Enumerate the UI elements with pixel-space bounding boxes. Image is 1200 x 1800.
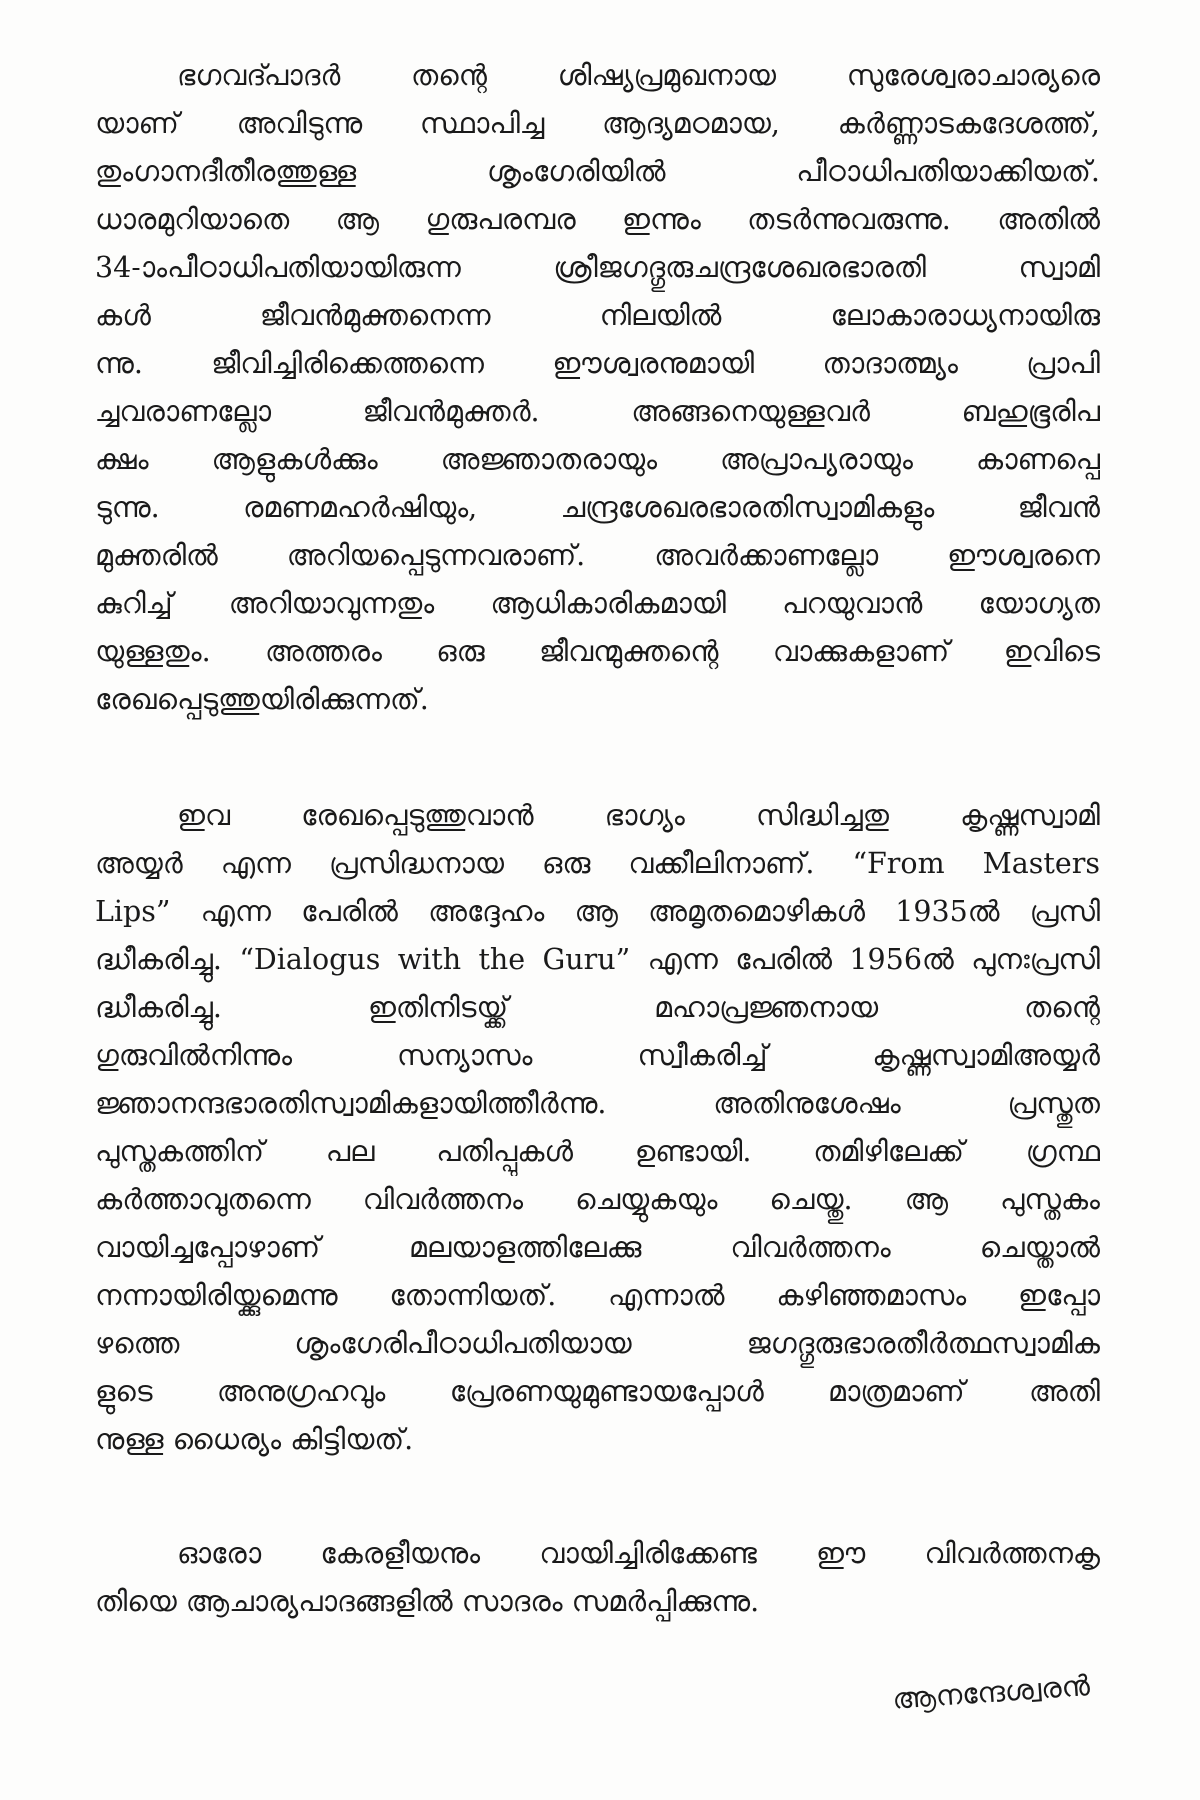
text-line: യാണ് അവിടുന്നു സ്ഥാപിച്ച ആദ്യമഠമായ, കർണ്ണാടകദേശത്ത്, bbox=[95, 107, 1100, 140]
text-line: പുസ്തകത്തിന് പല പതിപ്പുകൾ ഉണ്ടായി. തമിഴിലേക്ക് ഗ്രന്ഥ bbox=[95, 1135, 1100, 1168]
text-line: ജ്ഞാനന്ദഭാരതിസ്വാമികളായിത്തീർന്നു. അതിനുശേഷം പ്രസ്തുത bbox=[95, 1087, 1100, 1120]
text-line: ച്ചവരാണല്ലോ ജീവൻമുക്തർ. അങ്ങനെയുള്ളവർ ബഹുഭൂരിപ bbox=[95, 395, 1100, 428]
text-line: ടുന്നു. രമണമഹർഷിയും, ചന്ദ്രശേഖരഭാരതിസ്വാമികളും ജീവൻ bbox=[95, 491, 1100, 524]
text-line: ഗുരുവിൽനിന്നും സന്യാസം സ്വീകരിച്ച് കൃഷ്ണസ്വാമിഅയ്യർ bbox=[95, 1039, 1100, 1072]
text-line: യുള്ളതും. അത്തരം ഒരു ജീവന്മുക്തന്റെ വാക്കുകളാണ് ഇവിടെ bbox=[95, 635, 1100, 668]
text-line: ഇവ രേഖപ്പെടുത്തുവാൻ ഭാഗ്യം സിദ്ധിച്ചതു കൃഷ്ണസ്വാമി bbox=[177, 799, 1100, 832]
text-line: ദ്ധീകരിച്ചു. ഇതിനിടയ്ക്ക് മഹാപ്രജ്ഞനായ തന്റെ bbox=[95, 991, 1100, 1024]
author-signature: ആനന്ദേശ്വരൻ bbox=[891, 1669, 1092, 1716]
text-line: അയ്യർ എന്ന പ്രസിദ്ധനായ ഒരു വക്കീലിനാണ്. “From Masters bbox=[95, 847, 1100, 880]
text-line: കുറിച്ച് അറിയാവുന്നതും ആധികാരികമായി പറയുവാൻ യോഗ്യത bbox=[95, 587, 1100, 620]
text-line: നന്നായിരിയ്ക്കുമെന്നു തോന്നിയത്. എന്നാൽ കഴിഞ്ഞമാസം ഇപ്പോ bbox=[95, 1279, 1100, 1312]
text-line: നുള്ള ധൈര്യം കിട്ടിയത്. bbox=[95, 1423, 414, 1456]
text-line: രേഖപ്പെടുത്തുയിരിക്കുന്നത്. bbox=[95, 683, 429, 716]
text-line: ഴത്തെ ശൃംഗേരിപീഠാധിപതിയായ ജഗദ്ഗുരുഭാരതീർത്ഥസ്വാമിക bbox=[95, 1327, 1100, 1360]
text-line: വായിച്ചപ്പോഴാണ് മലയാളത്തിലേക്കു വിവർത്തനം ചെയ്താൽ bbox=[95, 1231, 1100, 1264]
text-line: തിയെ ആചാര്യപാദങ്ങളിൽ സാദരം സമർപ്പിക്കുന്നു. bbox=[95, 1585, 760, 1618]
paragraph-1 bbox=[95, 52, 1100, 724]
text-line: ന്നു. ജീവിച്ചിരിക്കെത്തന്നെ ഈശ്വരനുമായി താദാത്മ്യം പ്രാപി bbox=[95, 347, 1100, 380]
text-line: കൾ ജീവൻമുക്തനെന്ന നിലയിൽ ലോകാരാധ്യനായിരു bbox=[95, 299, 1100, 332]
paragraph-2 bbox=[95, 792, 1100, 1464]
text-line: Lips” എന്ന പേരിൽ അദ്ദേഹം ആ അമൃതമൊഴികൾ 1935ൽ പ്രസി bbox=[95, 895, 1100, 928]
text-line: ക്ഷം ആളുകൾക്കും അജ്ഞാതരായും അപ്രാപ്യരായും കാണപ്പെ bbox=[95, 443, 1100, 476]
text-line: ദ്ധീകരിച്ചു. “Dialogus with the Guru” എന്ന പേരിൽ 1956ൽ പുനഃപ്രസി bbox=[95, 943, 1100, 976]
paragraph-3 bbox=[95, 1530, 1100, 1626]
text-line: ളുടെ അനുഗ്രഹവും പ്രേരണയുമുണ്ടായപ്പോൾ മാത്രമാണ് അതി bbox=[95, 1375, 1100, 1408]
text-line: കർത്താവുതന്നെ വിവർത്തനം ചെയ്യുകയും ചെയ്തു. ആ പുസ്തകം bbox=[95, 1183, 1100, 1216]
text-line: ഓരോ കേരളീയനും വായിച്ചിരിക്കേണ്ട ഈ വിവർത്തനകൃ bbox=[177, 1537, 1100, 1570]
text-line: തുംഗാനദീതീരത്തുള്ള ശൃംഗേരിയിൽ പീഠാധിപതിയാക്കിയത്. bbox=[95, 155, 1100, 188]
text-line: മുക്തരിൽ അറിയപ്പെടുന്നവരാണ്. അവർക്കാണല്ലോ ഈശ്വരനെ bbox=[95, 539, 1100, 572]
text-line: 34-ാംപീഠാധിപതിയായിരുന്ന ശ്രീജഗദ്ഗുരുചന്ദ്രശേഖരഭാരതി സ്വാമി bbox=[95, 251, 1100, 284]
text-line: ഭഗവദ്പാദർ തന്റെ ശിഷ്യപ്രമുഖനായ സുരേശ്വരാചാര്യരെ bbox=[177, 59, 1100, 92]
text-line: ധാരമുറിയാതെ ആ ഗുരുപരമ്പര ഇന്നും തടർന്നുവരുന്നു. അതിൽ bbox=[95, 203, 1100, 236]
